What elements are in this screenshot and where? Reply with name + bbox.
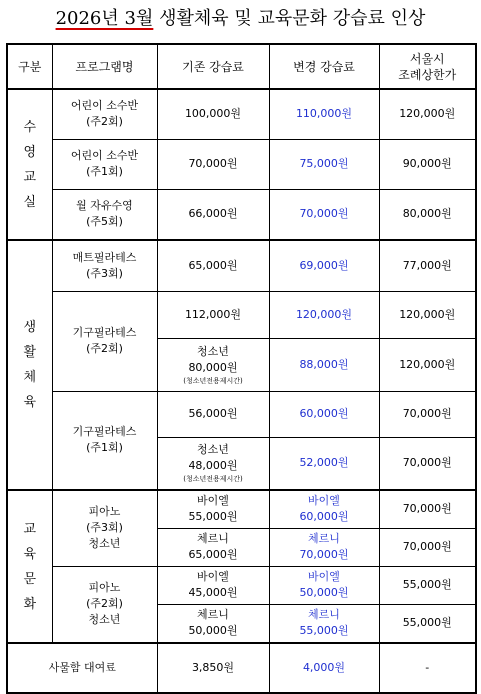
table-row <box>7 139 476 189</box>
old-fee: 3,850원 <box>157 643 269 693</box>
new-fee: 바이엘 60,000원 <box>269 490 379 528</box>
program-cell: 어린이 소수반 (주2회) <box>52 89 157 139</box>
program-cell: 어린이 소수반 (주1회) <box>52 139 157 189</box>
seoul-cap: 70,000원 <box>379 490 476 528</box>
category-swim: 수 영 교 실 <box>7 89 52 240</box>
table-row <box>7 189 476 240</box>
old-fee: 바이엘 55,000원 <box>157 490 269 528</box>
header-new-fee: 변경 강습료 <box>269 44 379 89</box>
header-old-fee: 기존 강습료 <box>157 44 269 89</box>
old-fee: 체르니 65,000원 <box>157 528 269 566</box>
title-text: 생활체육 및 교육문화 강습료 인상 <box>159 8 426 29</box>
old-fee: 70,000원 <box>157 139 269 189</box>
seoul-cap: 55,000원 <box>379 566 476 604</box>
header-seoul-line2: 조례상한가 <box>398 67 457 82</box>
table-row <box>7 391 476 437</box>
old-fee: 바이엘 45,000원 <box>157 566 269 604</box>
new-fee: 52,000원 <box>269 437 379 490</box>
new-fee: 70,000원 <box>269 189 379 240</box>
new-fee: 110,000원 <box>269 89 379 139</box>
new-fee: 69,000원 <box>269 240 379 291</box>
program-cell: 매트필라테스 (주3회) <box>52 240 157 291</box>
new-fee: 바이엘 50,000원 <box>269 566 379 604</box>
table-row <box>7 643 476 693</box>
new-fee: 체르니 70,000원 <box>269 528 379 566</box>
old-fee: 65,000원 <box>157 240 269 291</box>
seoul-cap: 80,000원 <box>379 189 476 240</box>
category-life: 생 활 체 육 <box>7 240 52 490</box>
program-cell: 기구필라테스 (주1회) <box>52 391 157 490</box>
seoul-cap: 120,000원 <box>379 291 476 338</box>
seoul-cap: 70,000원 <box>379 528 476 566</box>
page-title <box>0 6 481 32</box>
new-fee: 4,000원 <box>269 643 379 693</box>
header-category: 구분 <box>7 44 52 89</box>
program-cell: 피아노 (주3회) 청소년 <box>52 490 157 566</box>
table-row <box>7 490 476 528</box>
locker-label: 사물함 대여료 <box>7 643 157 693</box>
seoul-cap: 77,000원 <box>379 240 476 291</box>
category-edu: 교 육 문 화 <box>7 490 52 643</box>
program-cell: 피아노 (주2회) 청소년 <box>52 566 157 643</box>
title-date: 2026년 3월 <box>55 8 154 29</box>
seoul-cap: 120,000원 <box>379 89 476 139</box>
old-fee: 56,000원 <box>157 391 269 437</box>
seoul-cap: 120,000원 <box>379 338 476 391</box>
fee-table <box>6 43 477 694</box>
new-fee: 120,000원 <box>269 291 379 338</box>
new-fee: 88,000원 <box>269 338 379 391</box>
old-fee: 112,000원 <box>157 291 269 338</box>
program-cell: 기구필라테스 (주2회) <box>52 291 157 391</box>
seoul-cap: 70,000원 <box>379 437 476 490</box>
seoul-cap: - <box>379 643 476 693</box>
header-seoul-line1: 서울시 <box>409 51 445 66</box>
seoul-cap: 55,000원 <box>379 604 476 643</box>
seoul-cap: 70,000원 <box>379 391 476 437</box>
table-row <box>7 291 476 338</box>
program-cell: 월 자유수영 (주5회) <box>52 189 157 240</box>
header-program: 프로그램명 <box>52 44 157 89</box>
header-row <box>7 44 476 89</box>
old-fee-youth: 청소년 48,000원 (청소년전용제시간) <box>157 437 269 490</box>
table-row <box>7 89 476 139</box>
table-row <box>7 240 476 291</box>
old-fee: 100,000원 <box>157 89 269 139</box>
new-fee: 60,000원 <box>269 391 379 437</box>
old-fee: 체르니 50,000원 <box>157 604 269 643</box>
new-fee: 체르니 55,000원 <box>269 604 379 643</box>
old-fee: 66,000원 <box>157 189 269 240</box>
old-fee-youth: 청소년 80,000원 (청소년전용제시간) <box>157 338 269 391</box>
header-seoul-cap <box>379 44 476 89</box>
new-fee: 75,000원 <box>269 139 379 189</box>
table-row <box>7 566 476 604</box>
seoul-cap: 90,000원 <box>379 139 476 189</box>
